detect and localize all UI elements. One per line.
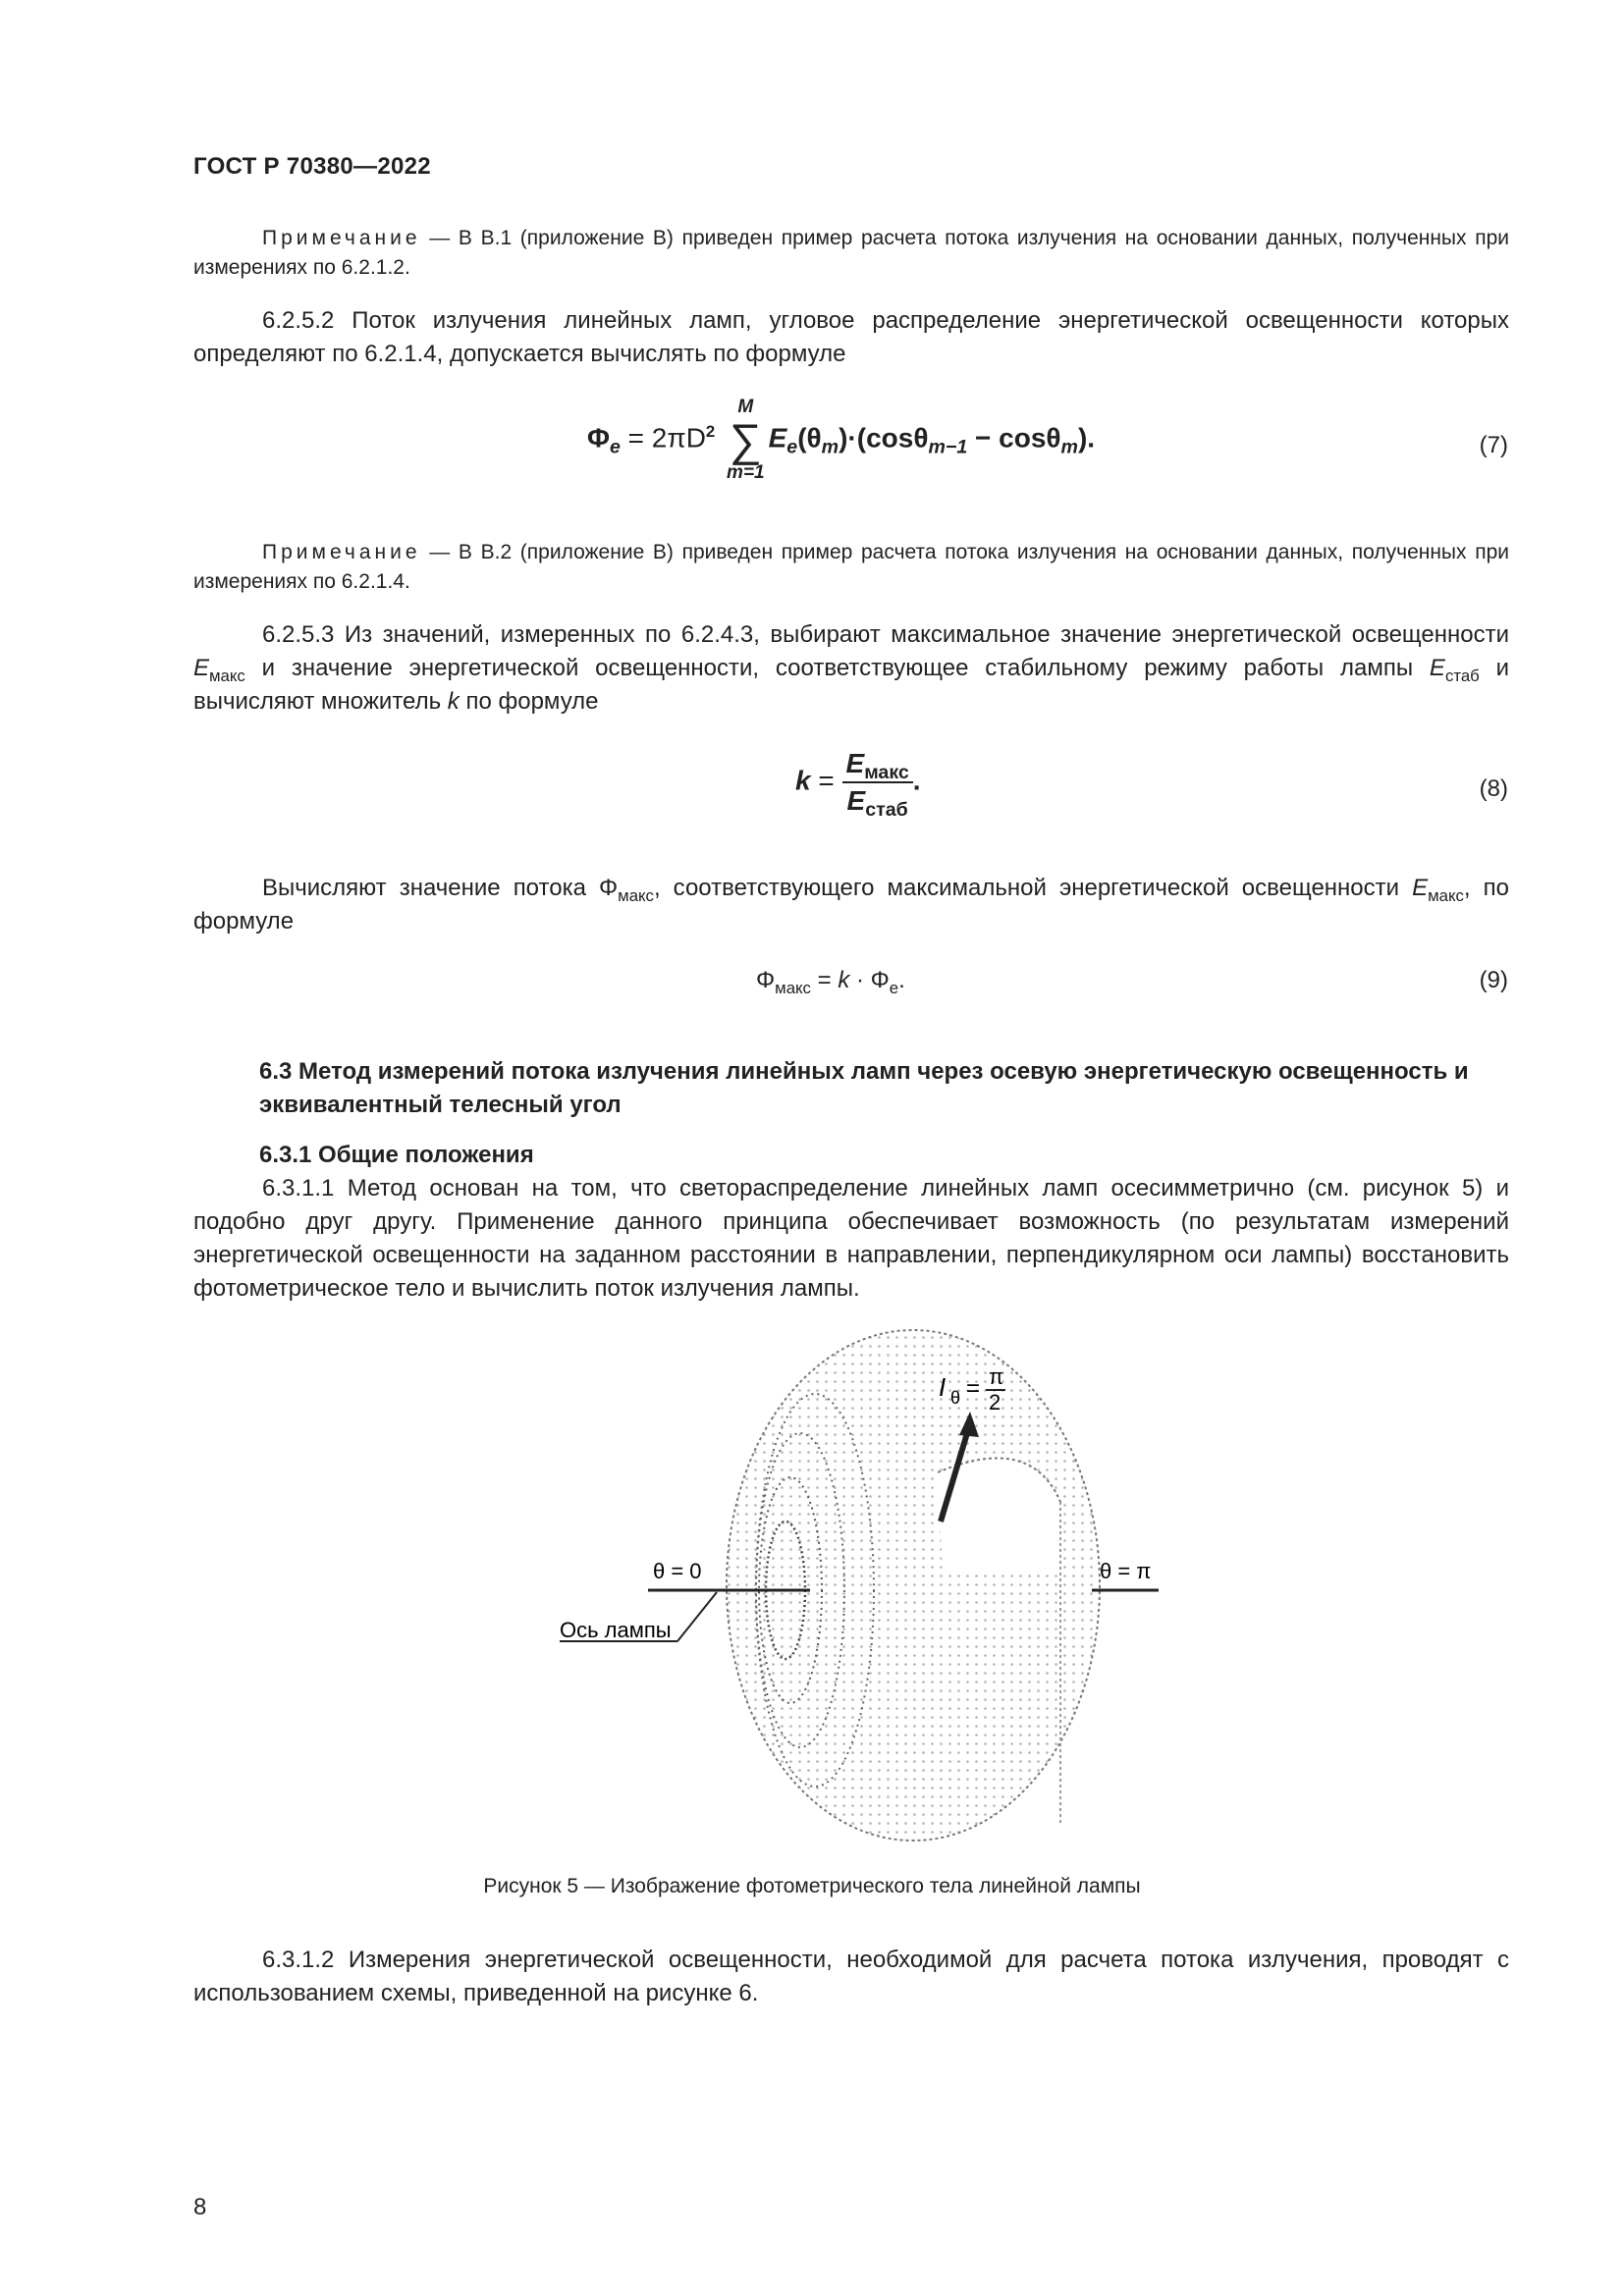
formula-7-cos2: − cosθ — [967, 422, 1061, 454]
formula-8-den-E: E — [846, 785, 866, 816]
paragraph-6-2-5-3 — [193, 618, 1509, 719]
formula-9 — [756, 967, 905, 997]
label-two: 2 — [989, 1390, 1001, 1415]
p-calc-t3: , по формуле — [193, 875, 1509, 934]
formula-8-number: (8) — [1479, 775, 1508, 802]
paragraph-6-2-5-2: 6.2.5.2 Поток излучения линейных ламп, угловое распределение энергетической освещенности которых определяют по 6.2.1.4, допускается вычислять по формуле — [193, 307, 1509, 367]
formula-7-cos2-sub: m — [1060, 436, 1078, 458]
formula-9-phi: Φ — [756, 967, 776, 993]
label-I: I — [939, 1372, 947, 1402]
formula-7-E-sub: e — [786, 436, 798, 458]
formula-7-eq: = 2πD — [620, 422, 706, 454]
formula-9-number: (9) — [1479, 967, 1508, 993]
label-theta-pi: θ = π — [1100, 1559, 1152, 1583]
formula-8-eq: = — [810, 765, 842, 796]
sum-lower-limit: m=1 — [727, 462, 765, 484]
p-6253-E1: E — [193, 655, 210, 681]
label-pi: π — [989, 1364, 1004, 1389]
p-6253-t3: и вычисляют множитель — [193, 655, 1510, 715]
p-6253-E1-sub: макс — [209, 667, 245, 685]
document-code-header: ГОСТ Р 70380—2022 — [193, 153, 431, 180]
label-eq: = — [966, 1375, 981, 1402]
p-calc-E: E — [1412, 875, 1429, 901]
figure-5-caption: Рисунок 5 — Изображение фотометрического тела линейной лампы — [483, 1875, 1141, 1897]
sum-symbol: ∑ — [729, 414, 762, 465]
formula-7-cos1: )·(cosθ — [839, 422, 929, 454]
formula-9-eq: = — [810, 967, 839, 993]
formula-7-theta: (θ — [797, 422, 822, 454]
page-number: 8 — [193, 2194, 207, 2220]
sum-upper-limit: M — [737, 397, 754, 417]
p-calc-t2: , соответствующего максимальной энергетической освещенности — [653, 875, 1413, 901]
label-theta-0: θ = 0 — [653, 1559, 702, 1583]
p-6253-E2: E — [1429, 655, 1445, 681]
p-calc-phi-sub: макс — [618, 886, 654, 905]
formula-7-phi-sub: e — [609, 436, 621, 458]
formula-8-fraction — [842, 748, 913, 821]
note-2 — [193, 538, 1509, 597]
paragraph-6-3-1-1: 6.3.1.1 Метод основан на том, что светораспределение линейных ламп осесимметрично (см. рисунок 5) и подобно друг другу. Применение данного принципа обеспечивает возможность (по результатам измерений энергетической освещенности на заданном расстоянии в направлении, перпендикулярном оси лампы) восстановить фотометрическое тело и вычислить поток излучения лампы. — [193, 1175, 1509, 1302]
label-lamp-axis: Ось лампы — [560, 1618, 672, 1642]
formula-8 — [795, 748, 921, 821]
formula-7-theta-sub: m — [821, 436, 839, 458]
note-label: Примечание — [262, 227, 421, 249]
note-label: Примечание — [262, 541, 421, 563]
formula-7-phi: Φ — [587, 422, 610, 454]
note-1 — [193, 224, 1509, 283]
formula-8-num-sub: макс — [864, 762, 909, 783]
p-6253-t2: и значение энергетической освещенности, соответствующее стабильному режиму работы лампы — [244, 655, 1430, 681]
formula-7-cos1-sub: m−1 — [928, 436, 968, 458]
section-6-3-1-title: 6.3.1 Общие положения — [259, 1142, 534, 1168]
p-6253-t4: по формуле — [459, 688, 599, 715]
formula-7 — [587, 398, 1095, 482]
paragraph-flux-max — [193, 872, 1509, 938]
label-I-sub: θ — [950, 1388, 961, 1408]
summation-operator — [727, 398, 765, 482]
p-6253-E2-sub: стаб — [1444, 667, 1480, 685]
formula-8-k: k — [795, 765, 811, 796]
formula-7-sup: 2 — [705, 422, 716, 442]
p-calc-t1: Вычисляют значение потока Φ — [262, 875, 619, 901]
photometric-body-shape — [727, 1330, 1100, 1841]
paragraph-6-3-1-2: 6.3.1.2 Измерения энергетической освещенности, необходимой для расчета потока излучения, проводят с использованием схемы, приведенной на рисунке 6. — [193, 1947, 1509, 2006]
formula-8-den-sub: стаб — [865, 799, 908, 821]
note-text: — В В.1 (приложение В) приведен пример расчета потока излучения на основании данных, полученных при измерениях по 6.2.1.2. — [193, 227, 1509, 279]
p-calc-E-sub: макс — [1428, 886, 1464, 905]
formula-9-k: k — [838, 967, 850, 993]
formula-9-phi-sub: макс — [775, 979, 811, 997]
formula-9-end: . — [898, 967, 905, 993]
p-6253-k: k — [447, 688, 460, 715]
p-6253-t1: 6.2.5.3 Из значений, измеренных по 6.2.4.3, выбирают максимальное значение энергетической освещенности — [262, 621, 1509, 648]
formula-7-end: ). — [1077, 422, 1096, 454]
formula-9-rhs-sub: e — [889, 979, 899, 997]
section-6-3-title: 6.3 Метод измерений потока излучения линейных ламп через осевую энергетическую освещенность и эквивалентный телесный угол — [259, 1058, 1469, 1118]
leader-line — [677, 1592, 717, 1641]
formula-7-E: E — [768, 422, 787, 454]
formula-9-dot: · Φ — [849, 967, 890, 993]
formula-7-number: (7) — [1479, 432, 1508, 458]
formula-8-end: . — [912, 765, 921, 796]
note-text: — В В.2 (приложение В) приведен пример расчета потока излучения на основании данных, полученных при измерениях по 6.2.1.4. — [193, 541, 1509, 593]
formula-8-num-E: E — [845, 748, 865, 778]
figure-5-photometric-body — [0, 1315, 1624, 1865]
